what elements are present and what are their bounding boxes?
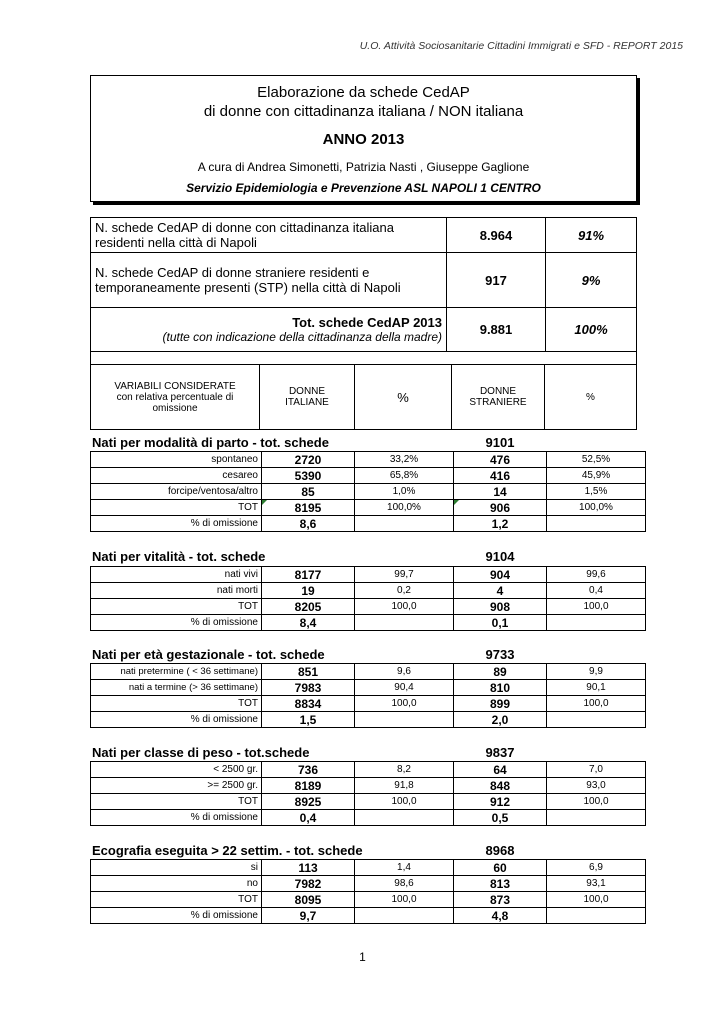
row-label: TOT bbox=[91, 599, 262, 615]
pct-foreign: 9,9 bbox=[547, 664, 646, 680]
value-italian: 8189 bbox=[262, 778, 355, 794]
variables-header-col4 bbox=[452, 365, 545, 430]
pct-foreign bbox=[547, 712, 646, 728]
section-table bbox=[90, 566, 646, 631]
value-italian: 0,4 bbox=[262, 810, 355, 826]
summary-spacer-row bbox=[91, 352, 637, 365]
row-label: >= 2500 gr. bbox=[91, 778, 262, 794]
pct-foreign: 6,9 bbox=[547, 860, 646, 876]
section-title: Nati per età gestazionale - tot. schede bbox=[92, 647, 325, 662]
pct-italian bbox=[355, 712, 454, 728]
vh-col4-l1: DONNE bbox=[479, 386, 517, 397]
pct-foreign: 100,0 bbox=[547, 794, 646, 810]
value-foreign: 1,2 bbox=[454, 516, 547, 532]
value-foreign: 904 bbox=[454, 567, 547, 583]
value-foreign: 476 bbox=[454, 452, 547, 468]
summary-total-pct: 100% bbox=[546, 308, 637, 352]
value-foreign: 813 bbox=[454, 876, 547, 892]
row-label: % di omissione bbox=[91, 516, 262, 532]
vh-col1-l1: VARIABILI CONSIDERATE bbox=[114, 380, 236, 392]
pct-foreign: 93,1 bbox=[547, 876, 646, 892]
row-label: < 2500 gr. bbox=[91, 762, 262, 778]
pct-italian: 1,4 bbox=[355, 860, 454, 876]
summary-label-line: temporaneamente presenti (STP) nella città di Napoli bbox=[95, 280, 401, 295]
pct-foreign: 100,0% bbox=[547, 500, 646, 516]
value-italian: 8925 bbox=[262, 794, 355, 810]
table-row bbox=[91, 778, 646, 794]
pct-italian: 100,0 bbox=[355, 599, 454, 615]
table-row bbox=[91, 810, 646, 826]
row-label: TOT bbox=[91, 696, 262, 712]
pct-italian: 100,0 bbox=[355, 794, 454, 810]
section-title: Nati per classe di peso - tot.schede bbox=[92, 745, 310, 760]
vh-col4-l2: STRANIERE bbox=[469, 397, 527, 408]
section-total: 9104 bbox=[485, 549, 515, 564]
value-italian: 851 bbox=[262, 664, 355, 680]
value-italian: 7983 bbox=[262, 680, 355, 696]
section-table bbox=[90, 451, 646, 532]
page-number: 1 bbox=[359, 950, 366, 964]
value-foreign: 2,0 bbox=[454, 712, 547, 728]
table-row bbox=[91, 484, 646, 500]
vh-col2-l2: ITALIANE bbox=[285, 397, 329, 408]
summary-pct: 9% bbox=[546, 253, 637, 308]
title-box bbox=[90, 75, 637, 202]
value-italian: 8,4 bbox=[262, 615, 355, 631]
pct-foreign: 93,0 bbox=[547, 778, 646, 794]
table-row bbox=[91, 615, 646, 631]
value-text: 906 bbox=[489, 500, 511, 515]
pct-foreign: 99,6 bbox=[547, 567, 646, 583]
row-label: nati a termine (> 36 settimane) bbox=[91, 680, 262, 696]
summary-row bbox=[91, 253, 637, 308]
pct-italian bbox=[355, 516, 454, 532]
summary-value: 8.964 bbox=[447, 218, 546, 253]
row-label: nati vivi bbox=[91, 567, 262, 583]
pct-foreign: 100,0 bbox=[547, 892, 646, 908]
value-foreign: 4,8 bbox=[454, 908, 547, 924]
value-italian: 19 bbox=[262, 583, 355, 599]
value-foreign: 908 bbox=[454, 599, 547, 615]
row-label: nati pretermine ( < 36 settimane) bbox=[91, 664, 262, 680]
vh-col1-l3: omissione bbox=[152, 402, 198, 414]
row-label: % di omissione bbox=[91, 908, 262, 924]
pct-italian: 100,0% bbox=[355, 500, 454, 516]
pct-italian: 1,0% bbox=[355, 484, 454, 500]
pct-italian: 91,8 bbox=[355, 778, 454, 794]
row-label: no bbox=[91, 876, 262, 892]
table-row bbox=[91, 567, 646, 583]
value-foreign: 416 bbox=[454, 468, 547, 484]
summary-value: 917 bbox=[447, 253, 546, 308]
summary-label-line: N. schede CedAP di donne straniere residenti e bbox=[95, 265, 370, 280]
table-row bbox=[91, 468, 646, 484]
row-label: % di omissione bbox=[91, 712, 262, 728]
table-row bbox=[91, 664, 646, 680]
section-total: 9101 bbox=[485, 435, 515, 450]
title-service: Servizio Epidemiologia e Prevenzione ASL NAPOLI 1 CENTRO bbox=[186, 181, 541, 195]
table-row bbox=[91, 908, 646, 924]
title-line-2: di donne con cittadinanza italiana / NON italiana bbox=[203, 103, 524, 120]
variables-header-col3: % bbox=[355, 365, 452, 430]
pct-foreign: 0,4 bbox=[547, 583, 646, 599]
cell-marker bbox=[262, 500, 267, 505]
row-label: cesareo bbox=[91, 468, 262, 484]
table-row bbox=[91, 794, 646, 810]
table-row bbox=[91, 583, 646, 599]
summary-total-row bbox=[91, 308, 637, 352]
row-label: % di omissione bbox=[91, 615, 262, 631]
pct-italian: 98,6 bbox=[355, 876, 454, 892]
variables-header-table bbox=[90, 364, 637, 430]
value-italian: 8177 bbox=[262, 567, 355, 583]
value-italian: 5390 bbox=[262, 468, 355, 484]
value-italian: 2720 bbox=[262, 452, 355, 468]
pct-italian: 90,4 bbox=[355, 680, 454, 696]
row-label: TOT bbox=[91, 794, 262, 810]
table-row bbox=[91, 452, 646, 468]
title-year: ANNO 2013 bbox=[322, 131, 405, 148]
section-table bbox=[90, 761, 646, 826]
variables-header-col5: % bbox=[545, 365, 637, 430]
pct-italian: 65,8% bbox=[355, 468, 454, 484]
summary-label bbox=[91, 253, 447, 308]
value-foreign: 4 bbox=[454, 583, 547, 599]
section-total: 9837 bbox=[485, 745, 515, 760]
value-foreign: 912 bbox=[454, 794, 547, 810]
pct-foreign: 100,0 bbox=[547, 599, 646, 615]
section-table bbox=[90, 663, 646, 728]
pct-italian: 100,0 bbox=[355, 696, 454, 712]
value-italian: 1,5 bbox=[262, 712, 355, 728]
summary-label-line: N. schede CedAP di donne con cittadinanza italiana bbox=[95, 220, 394, 235]
vh-col2-l1: DONNE bbox=[288, 386, 326, 397]
summary-spacer bbox=[91, 352, 637, 365]
summary-total-label bbox=[91, 308, 447, 352]
running-header: U.O. Attività Sociosanitarie Cittadini Immigrati e SFD - REPORT 2015 bbox=[359, 40, 683, 52]
summary-total-note: (tutte con indicazione della cittadinanza della madre) bbox=[162, 330, 442, 344]
section-total: 9733 bbox=[485, 647, 515, 662]
value-foreign: 60 bbox=[454, 860, 547, 876]
row-label: forcipe/ventosa/altro bbox=[91, 484, 262, 500]
table-row bbox=[91, 680, 646, 696]
pct-italian: 9,6 bbox=[355, 664, 454, 680]
section-title: Nati per vitalità - tot. schede bbox=[92, 549, 266, 564]
value-foreign: 0,1 bbox=[454, 615, 547, 631]
row-label: spontaneo bbox=[91, 452, 262, 468]
title-authors: A cura di Andrea Simonetti, Patrizia Nasti , Giuseppe Gaglione bbox=[197, 160, 530, 174]
table-row bbox=[91, 500, 646, 516]
pct-foreign: 52,5% bbox=[547, 452, 646, 468]
row-label: si bbox=[91, 860, 262, 876]
section-title: Ecografia eseguita > 22 settim. - tot. schede bbox=[92, 843, 363, 858]
value-foreign: 810 bbox=[454, 680, 547, 696]
summary-label bbox=[91, 218, 447, 253]
pct-italian bbox=[355, 908, 454, 924]
table-row bbox=[91, 599, 646, 615]
table-row bbox=[91, 860, 646, 876]
variables-header-col2 bbox=[260, 365, 355, 430]
value-text: 8195 bbox=[294, 500, 322, 515]
pct-italian: 33,2% bbox=[355, 452, 454, 468]
value-italian bbox=[262, 500, 355, 516]
value-italian: 113 bbox=[262, 860, 355, 876]
value-italian: 8205 bbox=[262, 599, 355, 615]
pct-foreign: 45,9% bbox=[547, 468, 646, 484]
row-label: % di omissione bbox=[91, 810, 262, 826]
pct-italian bbox=[355, 615, 454, 631]
summary-label-line: residenti nella città di Napoli bbox=[95, 235, 257, 250]
section-title: Nati per modalità di parto - tot. schede bbox=[92, 435, 329, 450]
summary-total-title: Tot. schede CedAP 2013 bbox=[292, 315, 442, 330]
value-italian: 8095 bbox=[262, 892, 355, 908]
pct-foreign bbox=[547, 615, 646, 631]
value-foreign: 89 bbox=[454, 664, 547, 680]
cell-marker bbox=[454, 500, 459, 505]
table-row bbox=[91, 892, 646, 908]
pct-foreign: 100,0 bbox=[547, 696, 646, 712]
section-table bbox=[90, 859, 646, 924]
pct-foreign bbox=[547, 908, 646, 924]
summary-table bbox=[90, 217, 637, 365]
value-italian: 9,7 bbox=[262, 908, 355, 924]
value-italian: 7982 bbox=[262, 876, 355, 892]
pct-italian: 8,2 bbox=[355, 762, 454, 778]
pct-foreign: 7,0 bbox=[547, 762, 646, 778]
summary-total-value: 9.881 bbox=[447, 308, 546, 352]
value-italian: 8,6 bbox=[262, 516, 355, 532]
pct-italian: 99,7 bbox=[355, 567, 454, 583]
row-label: TOT bbox=[91, 500, 262, 516]
value-foreign: 0,5 bbox=[454, 810, 547, 826]
table-row bbox=[91, 712, 646, 728]
value-foreign bbox=[454, 500, 547, 516]
pct-italian: 100,0 bbox=[355, 892, 454, 908]
table-row bbox=[91, 696, 646, 712]
pct-foreign: 90,1 bbox=[547, 680, 646, 696]
summary-row bbox=[91, 218, 637, 253]
pct-italian: 0,2 bbox=[355, 583, 454, 599]
value-foreign: 14 bbox=[454, 484, 547, 500]
summary-pct: 91% bbox=[546, 218, 637, 253]
value-italian: 85 bbox=[262, 484, 355, 500]
section-total: 8968 bbox=[485, 843, 515, 858]
value-foreign: 64 bbox=[454, 762, 547, 778]
variables-header-col1 bbox=[91, 365, 260, 430]
pct-foreign bbox=[547, 516, 646, 532]
table-row bbox=[91, 762, 646, 778]
table-row bbox=[91, 516, 646, 532]
value-italian: 8834 bbox=[262, 696, 355, 712]
value-italian: 736 bbox=[262, 762, 355, 778]
title-line-1: Elaborazione da schede CedAP bbox=[257, 84, 470, 101]
pct-italian bbox=[355, 810, 454, 826]
pct-foreign: 1,5% bbox=[547, 484, 646, 500]
pct-foreign bbox=[547, 810, 646, 826]
vh-col1-l2: con relativa percentuale di bbox=[116, 391, 234, 403]
value-foreign: 848 bbox=[454, 778, 547, 794]
value-foreign: 899 bbox=[454, 696, 547, 712]
row-label: TOT bbox=[91, 892, 262, 908]
row-label: nati morti bbox=[91, 583, 262, 599]
table-row bbox=[91, 876, 646, 892]
value-foreign: 873 bbox=[454, 892, 547, 908]
